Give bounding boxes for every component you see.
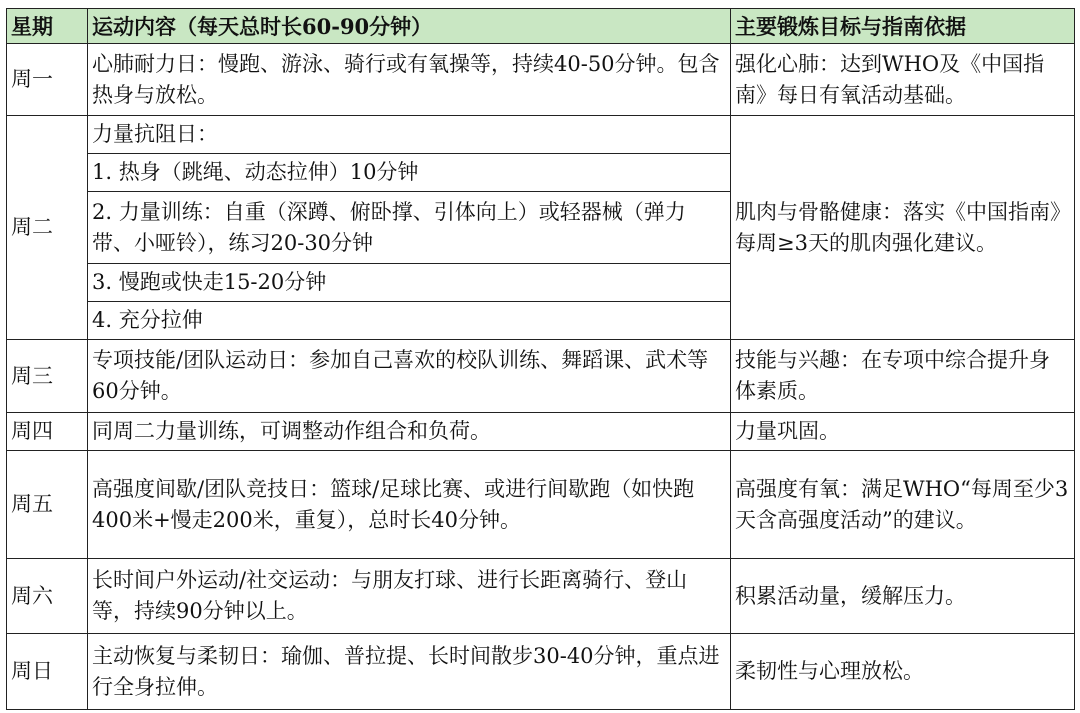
day-cell: 周日 <box>7 634 88 710</box>
table-row-friday <box>7 451 1075 559</box>
content-cell: 专项技能/团队运动日：参加自己喜欢的校队训练、舞蹈课、武术等60分钟。 <box>88 340 731 413</box>
day-cell: 周四 <box>7 413 88 451</box>
table-row-thursday <box>7 413 1075 451</box>
content-subitem: 1. 热身（跳绳、动态拉伸）10分钟 <box>88 154 731 192</box>
table-row-saturday <box>7 559 1075 634</box>
content-cell: 心肺耐力日：慢跑、游泳、骑行或有氧操等，持续40-50分钟。包含热身与放松。 <box>88 44 731 116</box>
day-cell: 周三 <box>7 340 88 413</box>
content-cell: 长时间户外运动/社交运动：与朋友打球、进行长距离骑行、登山等，持续90分钟以上。 <box>88 559 731 634</box>
header-goal: 主要锻炼目标与指南依据 <box>731 9 1075 44</box>
goal-cell: 柔韧性与心理放松。 <box>731 634 1075 710</box>
content-cell: 高强度间歇/团队竞技日：篮球/足球比赛、或进行间歇跑（如快跑400米+慢走200米，重复），总时长40分钟。 <box>88 451 731 559</box>
content-subitem: 2. 力量训练：自重（深蹲、俯卧撑、引体向上）或轻器械（弹力带、小哑铃），练习20-30分钟 <box>88 192 731 264</box>
goal-cell: 肌肉与骨骼健康：落实《中国指南》每周≥3天的肌肉强化建议。 <box>731 116 1075 340</box>
table-header-row <box>7 9 1075 44</box>
content-cell: 同周二力量训练，可调整动作组合和负荷。 <box>88 413 731 451</box>
header-day: 星期 <box>7 9 88 44</box>
content-subitem: 力量抗阻日： <box>88 116 731 154</box>
goal-cell: 技能与兴趣：在专项中综合提升身体素质。 <box>731 340 1075 413</box>
day-cell: 周二 <box>7 116 88 340</box>
content-subitem: 3. 慢跑或快走15-20分钟 <box>88 264 731 302</box>
weekly-exercise-table <box>6 8 1075 710</box>
table-row-sunday <box>7 634 1075 710</box>
goal-cell: 强化心肺：达到WHO及《中国指南》每日有氧活动基础。 <box>731 44 1075 116</box>
day-cell: 周一 <box>7 44 88 116</box>
day-cell: 周六 <box>7 559 88 634</box>
header-content: 运动内容（每天总时长60-90分钟） <box>88 9 731 44</box>
goal-cell: 高强度有氧：满足WHO“每周至少3天含高强度活动”的建议。 <box>731 451 1075 559</box>
day-cell: 周五 <box>7 451 88 559</box>
table-row-tuesday <box>7 116 1075 154</box>
content-cell: 主动恢复与柔韧日：瑜伽、普拉提、长时间散步30-40分钟，重点进行全身拉伸。 <box>88 634 731 710</box>
content-subitem: 4. 充分拉伸 <box>88 302 731 340</box>
table-row-monday <box>7 44 1075 116</box>
goal-cell: 力量巩固。 <box>731 413 1075 451</box>
table-row-wednesday <box>7 340 1075 413</box>
goal-cell: 积累活动量，缓解压力。 <box>731 559 1075 634</box>
